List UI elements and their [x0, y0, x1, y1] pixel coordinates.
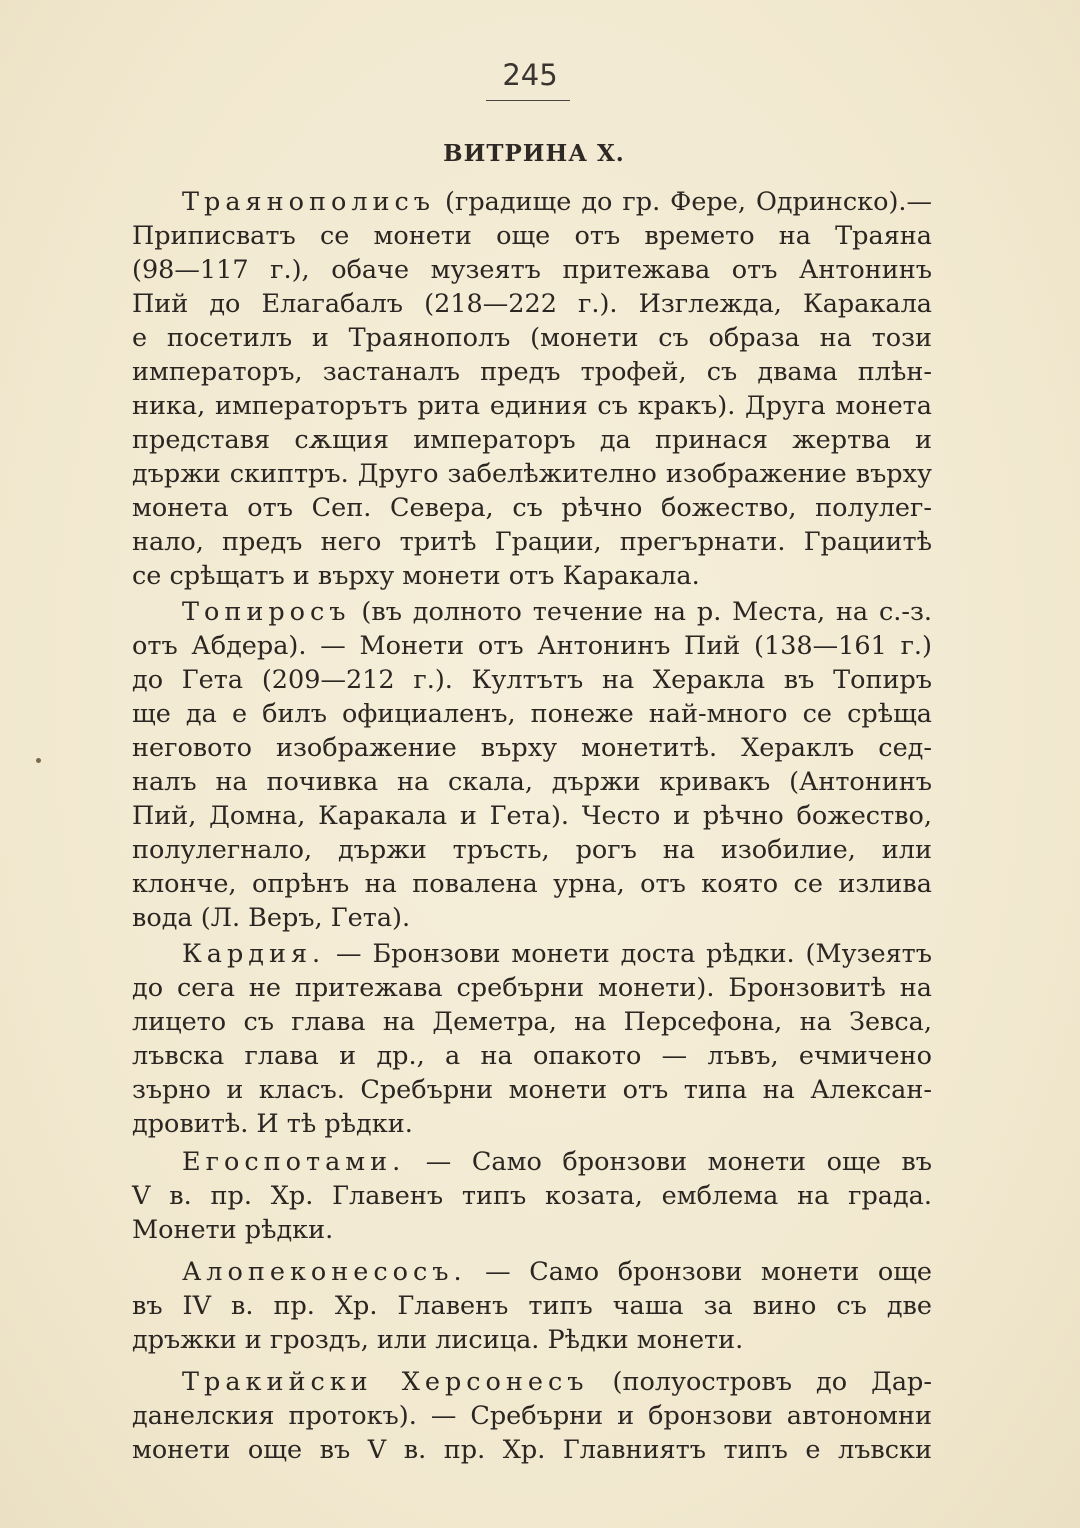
- text-line: [132, 492, 932, 524]
- line-text: вода (Л. Веръ, Гета).: [132, 903, 411, 933]
- text-line: [132, 766, 932, 798]
- entry-name: Егоспотами.: [182, 1147, 406, 1177]
- line-text: лъвска глава и др., а на опакото — лъвъ, ечмичено: [132, 1041, 932, 1071]
- line-text: Пий, Домна, Каракала и Гета). Често и рѣчно божество,: [132, 801, 932, 831]
- line-text: (98—117 г.), обаче музеятъ притежава отъ Антонинъ: [132, 255, 932, 285]
- line-text: представя сѫщия императоръ да принася жертва и: [132, 425, 932, 455]
- text-line: [132, 526, 932, 558]
- text-line: [182, 596, 932, 628]
- line-text: лицето съ глава на Деметра, на Персефона, на Зевса,: [132, 1007, 932, 1037]
- entry-name: Кардия.: [182, 939, 326, 969]
- text-line: [132, 732, 932, 764]
- line-text: императоръ, застаналъ предъ трофей, съ двама плѣн-: [132, 357, 932, 387]
- line-text: неговото изображение върху монетитѣ. Хераклъ сед-: [132, 733, 932, 763]
- text-line: [132, 1324, 932, 1356]
- text-line: [132, 972, 932, 1004]
- line-text: полулегнало, държи тръсть, рогъ на изобилие, или: [132, 835, 932, 865]
- text-line: [132, 458, 932, 490]
- line-text: данелския протокъ). — Сребърни и бронзови автономни: [132, 1401, 932, 1431]
- line-text: отъ Абдера). — Монети отъ Антонинъ Пий (138—161 г.): [132, 631, 932, 661]
- line-text: държи скиптръ. Друго забелѣжително изображение върху: [132, 459, 932, 489]
- text-line: [132, 322, 932, 354]
- entry-name: Топиросъ: [182, 597, 351, 627]
- line-text: дровитѣ. И тѣ рѣдки.: [132, 1109, 413, 1139]
- text-line: [182, 938, 932, 970]
- text-line: [132, 356, 932, 388]
- text-line: [182, 1366, 932, 1398]
- line-text: се срѣщатъ и върху монети отъ Каракала.: [132, 561, 700, 591]
- text-line: [132, 288, 932, 320]
- text-line: [132, 664, 932, 696]
- line-text: — Бронзови монети доста рѣдки. (Музеятъ: [325, 939, 932, 969]
- line-text: ника, императорътъ рита единия съ кракъ). Друга монета: [132, 391, 932, 421]
- line-text: Приписватъ се монети още отъ времето на Траяна: [132, 221, 932, 251]
- text-line: [132, 698, 932, 730]
- line-text: — Само бронзови монети още: [466, 1257, 932, 1287]
- text-line: [132, 560, 932, 592]
- text-line: [132, 1040, 932, 1072]
- text-line: [132, 800, 932, 832]
- text-line: [132, 868, 932, 900]
- line-text: V в. пр. Хр. Главенъ типъ козата, емблема на града.: [132, 1181, 932, 1211]
- line-text: въ IV в. пр. Хр. Главенъ типъ чаша за вино съ две: [132, 1291, 932, 1321]
- text-line: [132, 834, 932, 866]
- line-text: до Гета (209—212 г.). Култътъ на Херакла въ Топиръ: [132, 665, 932, 695]
- line-text: налъ на почивка на скала, държи кривакъ (Антонинъ: [132, 767, 932, 797]
- text-line: [182, 1256, 932, 1288]
- text-line: [182, 1146, 932, 1178]
- line-text: — Само бронзови монети още въ: [405, 1147, 932, 1177]
- page-number-rule: [486, 100, 570, 101]
- line-text: зърно и класъ. Сребърни монети отъ типа на Алексан-: [132, 1075, 932, 1105]
- line-text: е посетилъ и Траянополъ (монети съ образа на този: [132, 323, 932, 353]
- text-line: [132, 1434, 932, 1466]
- text-line: [132, 1006, 932, 1038]
- text-line: [132, 630, 932, 662]
- text-line: [132, 254, 932, 286]
- text-line: [132, 1074, 932, 1106]
- margin-speck: [36, 758, 41, 763]
- text-line: [132, 1290, 932, 1322]
- text-line: [132, 902, 932, 934]
- entry-name: Траянополисъ: [182, 187, 436, 217]
- line-text: нало, предъ него тритѣ Грации, прегърнати. Грациитѣ: [132, 527, 932, 557]
- text-line: [132, 424, 932, 456]
- line-text: ще да е билъ официаленъ, понеже най-много се срѣща: [132, 699, 932, 729]
- line-text: (въ долното течение на р. Места, на с.-з.: [350, 597, 932, 627]
- line-text: (градище до гр. Фере, Одринско).—: [435, 187, 932, 217]
- text-line: [182, 186, 932, 218]
- line-text: дръжки и гроздъ, или лисица. Рѣдки монети.: [132, 1325, 744, 1355]
- line-text: Пий до Елагабалъ (218—222 г.). Изглежда, Каракала: [132, 289, 932, 319]
- entry-name: Тракийски Херсонесъ: [182, 1367, 589, 1397]
- line-text: Монети рѣдки.: [132, 1215, 334, 1245]
- page-number: 245: [502, 58, 558, 92]
- entry-name: Алопеконесосъ.: [182, 1257, 467, 1287]
- text-line: [132, 1400, 932, 1432]
- line-text: (полуостровъ до Дар-: [588, 1367, 932, 1397]
- text-line: [132, 1108, 932, 1140]
- section-heading: ВИТРИНА X.: [443, 140, 625, 167]
- line-text: до сега не притежава сребърни монети). Бронзовитѣ на: [132, 973, 932, 1003]
- text-line: [132, 220, 932, 252]
- line-text: монета отъ Сеп. Севера, съ рѣчно божество, полулег-: [132, 493, 932, 523]
- text-line: [132, 390, 932, 422]
- line-text: монети още въ V в. пр. Хр. Главниятъ типъ е лъвски: [132, 1435, 932, 1465]
- text-line: [132, 1180, 932, 1212]
- text-line: [132, 1214, 932, 1246]
- line-text: клонче, опрѣнъ на повалена урна, отъ която се излива: [132, 869, 932, 899]
